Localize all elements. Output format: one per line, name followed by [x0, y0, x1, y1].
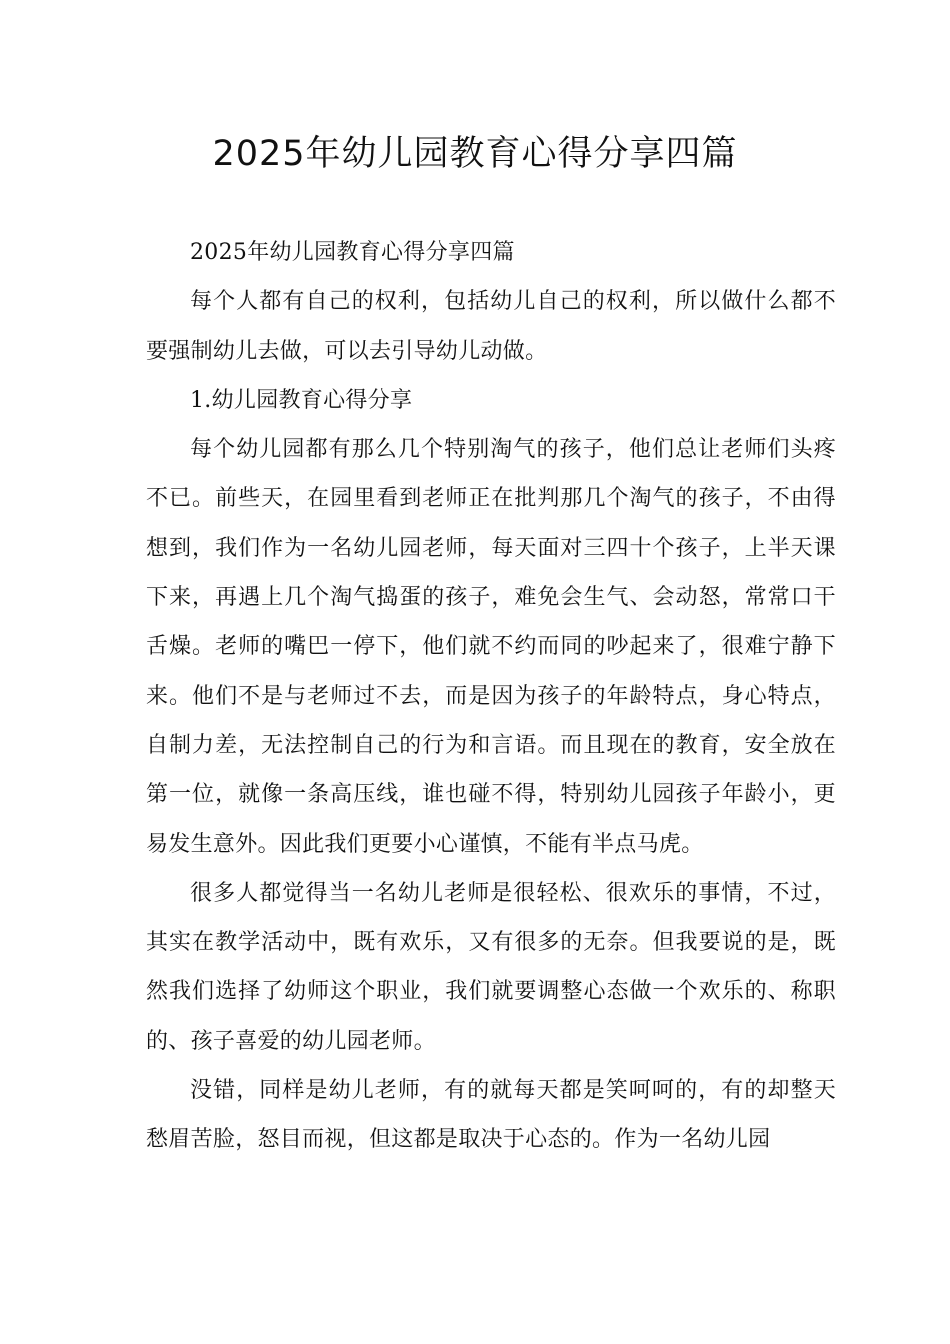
section-heading: 1.幼儿园教育心得分享: [190, 387, 413, 413]
document-title: 2025年幼儿园教育心得分享四篇: [212, 134, 738, 174]
paragraph: 没错，同样是幼儿老师，有的就每天都是笑呵呵的，有的却整天愁眉苦脸，怒目而视，但这都是取决于心态的。作为一名幼儿园: [146, 1078, 836, 1153]
paragraph-intro: 每个人都有自己的权利，包括幼儿自己的权利，所以做什么都不要强制幼儿去做，可以去引导幼儿动做。: [146, 289, 836, 364]
paragraph-subtitle: 2025年幼儿园教育心得分享四篇: [190, 240, 515, 265]
document-body: [146, 228, 836, 1165]
paragraph: 每个幼儿园都有那么几个特别淘气的孩子，他们总让老师们头疼不已。前些天，在园里看到老师正在批判那几个淘气的孩子，不由得想到，我们作为一名幼儿园老师，每天面对三四十个孩子，上半天课下来，再遇上几个淘气捣蛋的孩子，难免会生气、会动怒，常常口干舌燥。老师的嘴巴一停下，他们就不约而同的吵起来了，很难宁静下来。他们不是与老师过不去，而是因为孩子的年龄特点，身心特点，自制力差，无法控制自己的行为和言语。而且现在的教育，安全放在第一位，就像一条高压线，谁也碰不得，特别幼儿园孩子年龄小，更易发生意外。因此我们更要小心谨慎，不能有半点马虎。: [146, 437, 836, 857]
paragraph: 很多人都觉得当一名幼儿老师是很轻松、很欢乐的事情，不过，其实在教学活动中，既有欢乐，又有很多的无奈。但我要说的是，既然我们选择了幼师这个职业，我们就要调整心态做一个欢乐的、称职的、孩子喜爱的幼儿园老师。: [146, 880, 836, 1054]
